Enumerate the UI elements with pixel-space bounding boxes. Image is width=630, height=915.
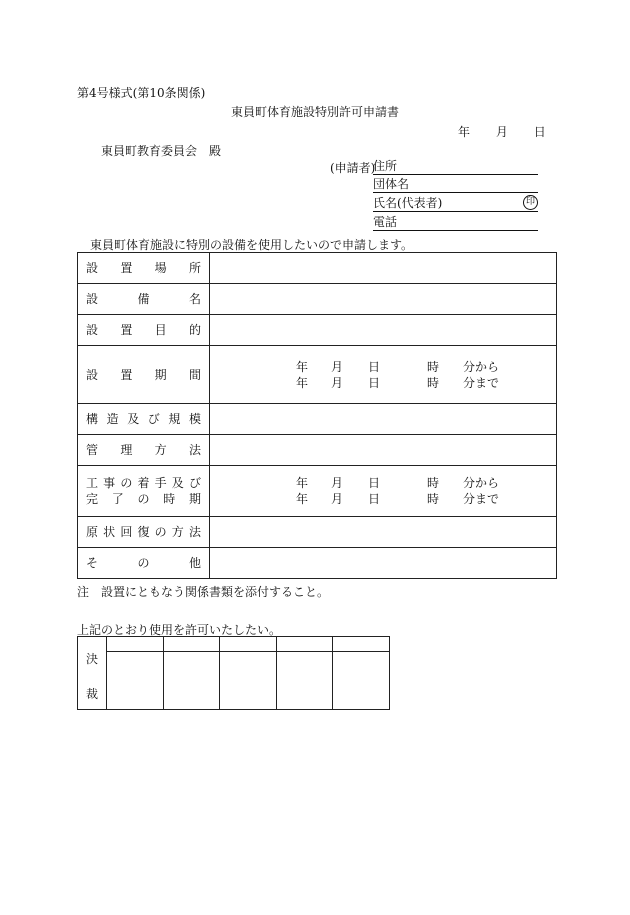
row-value-cell[interactable] [210,315,557,346]
table-row [78,517,557,548]
label-char: の [137,492,150,506]
row-label [78,435,210,466]
approval-header-cell[interactable] [107,637,164,652]
row-label [78,466,210,517]
label-char: 設 [86,367,99,382]
date-time-line [210,359,556,375]
date-unit: 年 [296,375,309,390]
date-unit: 時 [427,492,440,506]
label-char: 設 [86,261,99,275]
row-label [78,517,210,548]
approval-stamp-cell[interactable] [333,652,390,710]
label-char: 置 [120,261,133,275]
label-char: 及 [127,412,140,426]
label-char: 完 [86,492,99,506]
approval-stamp-cell[interactable] [107,652,164,710]
row-value-cell[interactable] [210,466,557,517]
date-line [458,123,546,140]
label-char: 名 [188,292,201,306]
row-value-cell[interactable] [210,346,557,404]
label-char: 及 [171,476,184,490]
row-value-cell[interactable] [210,517,557,548]
table-row [78,466,557,517]
label-char: 手 [154,476,167,490]
label-char: 方 [171,525,184,539]
approval-label-top: 決 [85,652,98,666]
phone-label: 電話 [373,215,398,229]
application-table [77,252,557,579]
row-label [78,404,210,435]
approval-stamp-cell[interactable] [276,652,333,710]
date-unit: 年 [296,359,309,374]
date-unit: 日 [368,359,381,374]
intro-text: 東員町体育施設に特別の設備を使用したいので申請します。 [90,238,414,252]
label-char: 設 [86,323,99,337]
row-label [78,284,210,315]
label-char: 場 [154,261,167,275]
label-char: 間 [188,367,201,382]
label-char: 時 [163,492,176,506]
label-char: 法 [188,443,201,457]
label-char: 事 [103,476,116,490]
label-char: 法 [188,525,201,539]
table-row [78,548,557,579]
date-unit: 時 [427,476,440,490]
date-unit: 分まで [463,492,500,506]
approval-header-cell[interactable] [333,637,390,652]
label-char: 期 [154,367,167,382]
date-unit: 日 [368,375,381,390]
date-unit: 月 [331,492,344,506]
approval-header-cell[interactable] [276,637,333,652]
seal-mark: 印 [523,195,538,210]
label-char: 規 [168,412,181,426]
label-char: 工 [86,476,99,490]
label-char: 回 [120,525,133,539]
table-row [78,315,557,346]
approval-stamp-cell[interactable] [220,652,277,710]
date-unit: 月 [331,476,344,490]
applicant-label: (申請者) [330,161,376,175]
date-unit: 日 [368,476,381,490]
address-field[interactable] [373,159,538,175]
table-row [78,346,557,404]
label-char: 備 [137,292,150,306]
date-day: 日 [533,125,546,139]
date-unit: 時 [427,375,440,390]
label-char: 造 [106,412,119,426]
table-row [78,435,557,466]
label-char: 原 [86,525,99,539]
date-unit: 年 [296,476,309,490]
row-label [78,346,210,404]
label-char: 着 [137,476,150,490]
addressee: 東員町教育委員会 殿 [101,144,222,158]
date-unit: 分まで [463,375,500,390]
approval-label [78,637,107,710]
row-label [78,253,210,284]
label-char: の [154,525,167,539]
label-char: 復 [137,525,150,539]
date-time-line [210,491,556,507]
address-label: 住所 [373,159,398,173]
approval-table [77,636,390,710]
label-char: 方 [154,443,167,457]
label-char: の [137,556,150,570]
approval-header-cell[interactable] [220,637,277,652]
row-value-cell[interactable] [210,404,557,435]
label-char: び [188,476,201,490]
row-value-cell[interactable] [210,284,557,315]
date-unit: 日 [368,492,381,506]
representative-name-field[interactable] [373,196,538,212]
table-row [78,253,557,284]
label-char: 構 [86,412,99,426]
label-char: 理 [120,443,133,457]
date-unit: 分から [463,359,500,374]
label-char: 置 [120,367,133,382]
label-char: の [120,476,133,490]
date-unit: 月 [331,359,344,374]
approval-label-bottom: 裁 [85,687,98,701]
date-time-line [210,375,556,391]
label-char: 的 [188,323,201,337]
approval-text: 上記のとおり使用を許可いたしたい。 [77,623,282,637]
page-title: 東員町体育施設特別許可申請書 [230,105,399,119]
group-name-field[interactable] [373,177,538,193]
date-time-line [210,475,556,491]
date-unit: 分から [463,476,500,490]
label-char: そ [86,556,99,570]
label-char: 設 [86,292,99,306]
date-unit: 月 [331,375,344,390]
table-row [78,284,557,315]
date-unit: 年 [296,492,309,506]
form-number: 第4号様式(第10条関係) [77,86,206,100]
date-year: 年 [458,125,471,139]
label-char: 期 [188,492,201,506]
table-row [78,404,557,435]
approval-stamp-cell[interactable] [163,652,220,710]
label-char: 状 [103,525,116,539]
label-char: 了 [111,492,124,506]
label-char: 管 [86,443,99,457]
date-unit: 時 [427,359,440,374]
representative-name-label: 氏名(代表者) [373,196,443,210]
label-char: 所 [188,261,201,275]
row-label [78,548,210,579]
phone-field[interactable] [373,215,538,231]
row-value-cell[interactable] [210,548,557,579]
label-char: 置 [120,323,133,337]
row-value-cell[interactable] [210,435,557,466]
label-char: 他 [188,556,201,570]
approval-header-cell[interactable] [163,637,220,652]
group-name-label: 団体名 [373,177,410,191]
label-char: 目 [154,323,167,337]
label-char: 模 [188,412,201,426]
date-month: 月 [495,125,508,139]
note: 注 設置にともなう関係書類を添付すること。 [77,585,330,599]
row-label [78,315,210,346]
row-value-cell[interactable] [210,253,557,284]
label-char: び [147,412,160,426]
